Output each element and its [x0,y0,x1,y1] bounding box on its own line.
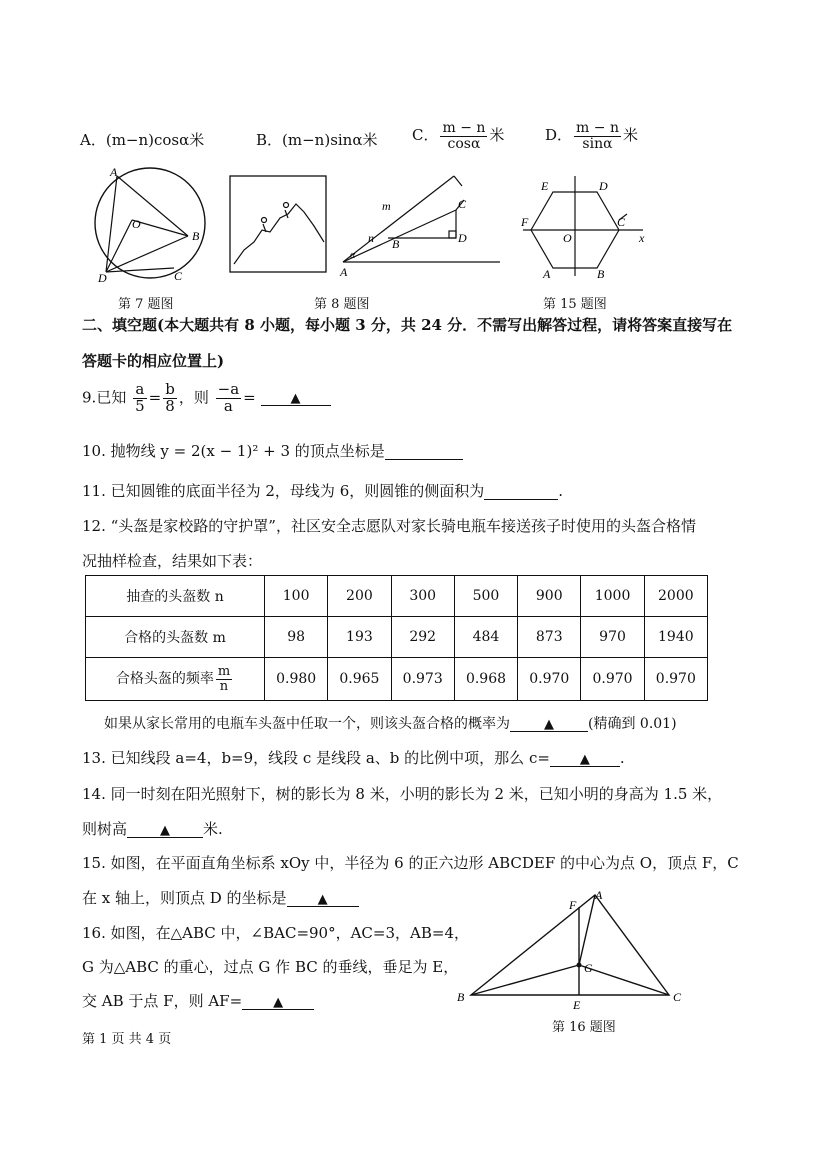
q12-follow [104,713,677,733]
fig15-label-x: x [639,231,645,245]
q12-table [85,575,708,701]
q16-line2: G 为△ABC 的重心，过点 G 作 BC 的垂线，垂足为 E， [82,958,459,976]
row-label-freq-text: 合格头盔的频率 [115,671,214,687]
row-label-n: 抽查的头盔数 n [86,576,265,617]
q15-line1: 15. 如图，在平面直角坐标系 xOy 中，半径为 6 的正六边形 ABCDEF 的中心为点 O，顶点 F，C [82,854,739,872]
option-d-unit: 米 [622,126,638,145]
q9-end: = [243,388,256,407]
triangle-icon: ▲ [544,717,554,732]
option-c-fraction [440,121,487,151]
question-11 [82,480,563,501]
option-b [256,129,378,150]
q13-end: . [619,749,625,767]
q9-frac2-num: b [165,380,175,398]
fig16-label-e: E [573,998,581,1012]
q9-frac2 [163,382,177,415]
q9-frac1 [133,382,147,415]
q9-eq: = [148,388,162,407]
option-d [545,121,638,151]
q9-frac1-num: a [133,382,147,399]
q14-line2 [82,818,223,839]
fig7-label-b: B [192,229,200,243]
table-cell: 98 [265,617,328,658]
fig15-label-e: E [541,179,549,193]
fig15-label-d: D [599,179,608,193]
q9-answer-blank[interactable] [261,390,331,406]
table-cell: 1940 [644,617,707,658]
table-cell: 200 [328,576,391,617]
fig7-caption: 第 7 题图 [118,297,174,312]
option-d-den: sinα [582,135,613,152]
option-d-label: D． [545,126,573,145]
triangle-icon: ▲ [317,892,328,907]
row-label-m: 合格的头盔数 m [86,617,265,658]
q10-answer-blank[interactable] [385,444,463,460]
fig8-label-d: D [458,231,467,245]
fig7-label-d: D [98,271,107,285]
fig16-label-b: B [457,990,465,1004]
option-d-num: m − n [576,120,619,136]
q12-follow-pre: 如果从家长常用的电瓶车头盔中任取一个，则该头盔合格的概率为 [104,716,510,732]
table-cell: 900 [518,576,581,617]
freq-frac-den: n [219,678,229,694]
fig15-label-a: A [543,267,551,281]
fig8-label-n: n [368,231,374,245]
option-c [412,121,504,151]
table-row [86,658,708,701]
figure-16 [455,885,695,1015]
page-footer: 第 1 页 共 4 页 [82,1032,172,1047]
fig8-label-c: C [458,197,467,211]
fig16-label-g: G [584,961,593,975]
section-heading-line2: 答题卡的相应位置上) [82,352,225,370]
fig16-label-f: F [569,898,577,912]
freq-fraction [216,665,232,693]
q12-line2: 况抽样检查，结果如下表： [82,552,263,570]
table-cell: 0.968 [454,658,517,701]
table-row [86,617,708,658]
q9-frac3 [216,382,242,415]
q10-text: 10. 抛物线 y = 2(x − 1)² + 3 的顶点坐标是 [82,442,385,460]
q14-pre: 则树高 [82,820,128,838]
figure-8 [228,170,518,282]
figure-7 [82,162,222,287]
table-cell: 0.970 [581,658,644,701]
option-b-unit: 米 [362,131,378,149]
q16-answer-blank[interactable] [242,994,314,1010]
table-cell: 1000 [581,576,644,617]
q16-pre: 交 AB 于点 F，则 AF= [82,992,243,1010]
q9-frac3-den: a [223,396,233,415]
q12-follow-post: (精确到 0.01) [588,716,677,732]
option-a-expr: (m−n)cosα [105,131,190,149]
q9-frac3-num: −a [217,380,240,398]
q15-line2 [82,887,359,908]
option-c-unit: 米 [489,126,505,145]
table-cell: 873 [518,617,581,658]
freq-frac-num: m [217,663,231,679]
row-label-freq [86,658,265,701]
q13-text: 13. 已知线段 a=4，b=9，线段 c 是线段 a、b 的比例中项，那么 c= [82,749,550,767]
q9-number: 9. [82,388,97,407]
question-9 [82,382,331,415]
q11-answer-blank[interactable] [484,484,558,500]
figure-15 [515,170,650,285]
fig16-label-a: A [595,888,603,902]
table-cell: 193 [328,617,391,658]
table-cell: 0.965 [328,658,391,701]
fig8-label-m: m [382,199,391,213]
q14-post: 米. [203,820,223,838]
fig8-label-b: B [392,237,400,251]
fig16-caption: 第 16 题图 [552,1020,616,1035]
option-d-fraction [574,121,621,151]
q12-answer-blank[interactable] [510,717,588,732]
question-13 [82,747,625,768]
q16-line1: 16. 如图，在△ABC 中，∠BAC=90°，AC=3，AB=4， [82,924,469,942]
table-cell: 0.980 [265,658,328,701]
table-row [86,576,708,617]
q16-line3 [82,990,314,1011]
table-cell: 0.973 [391,658,454,701]
triangle-icon: ▲ [579,752,590,767]
fig16-label-c: C [673,990,682,1004]
q12-line1: 12. “头盔是家校路的守护罩”，社区安全志愿队对家长骑电瓶车接送孩子时使用的头盔合格情 [82,517,696,535]
fig7-label-c: C [174,269,183,283]
q14-answer-blank[interactable] [127,822,203,838]
table-cell: 0.970 [518,658,581,701]
table-cell: 500 [454,576,517,617]
option-a-label: A． [80,131,106,149]
option-c-label: C． [412,126,439,145]
fig7-label-a: A [110,165,118,179]
fig15-label-f: F [521,215,529,229]
table-cell: 0.970 [644,658,707,701]
option-b-label: B． [256,131,283,149]
q9-mid: ，则 [178,388,209,407]
fig15-label-b: B [597,267,605,281]
q9-frac2-den: 8 [165,396,175,415]
triangle-icon: ▲ [290,391,301,407]
fig7-label-o: O [132,217,141,231]
option-a-unit: 米 [189,131,205,149]
q14-line1: 14. 同一时刻在阳光照射下，树的影长为 8 米，小明的影长为 2 米，已知小明的身高为 1.5 米， [82,785,723,803]
q11-end: . [558,482,564,500]
fig8-caption: 第 8 题图 [314,297,370,312]
table-cell: 292 [391,617,454,658]
q9-frac1-den: 5 [135,396,145,415]
option-c-den: cosα [447,135,481,152]
q9-pre: 已知 [96,388,127,407]
q15-answer-blank[interactable] [287,891,359,907]
triangle-icon: ▲ [273,995,284,1010]
fig8-label-a: A [340,265,348,279]
section-heading-line1: 二、填空题(本大题共有 8 小题，每小题 3 分，共 24 分．不需写出解答过程，请将答案直接写在 [82,316,733,334]
triangle-icon: ▲ [160,823,171,838]
table-cell: 2000 [644,576,707,617]
table-cell: 100 [265,576,328,617]
option-a [80,129,204,150]
table-cell: 300 [391,576,454,617]
q15-pre: 在 x 轴上，则顶点 D 的坐标是 [82,889,287,907]
fig15-caption: 第 15 题图 [543,297,607,312]
fig8-label-alpha: α [350,250,356,261]
fig15-label-c: C [617,215,626,229]
question-10 [82,440,463,461]
q11-text: 11. 已知圆锥的底面半径为 2，母线为 6，则圆锥的侧面积为 [82,482,485,500]
option-c-num: m − n [442,120,486,136]
table-cell: 970 [581,617,644,658]
option-b-expr: (m−n)sinα [282,131,363,149]
q13-answer-blank[interactable] [550,751,620,767]
table-cell: 484 [454,617,517,658]
fig15-label-o: O [563,231,572,245]
